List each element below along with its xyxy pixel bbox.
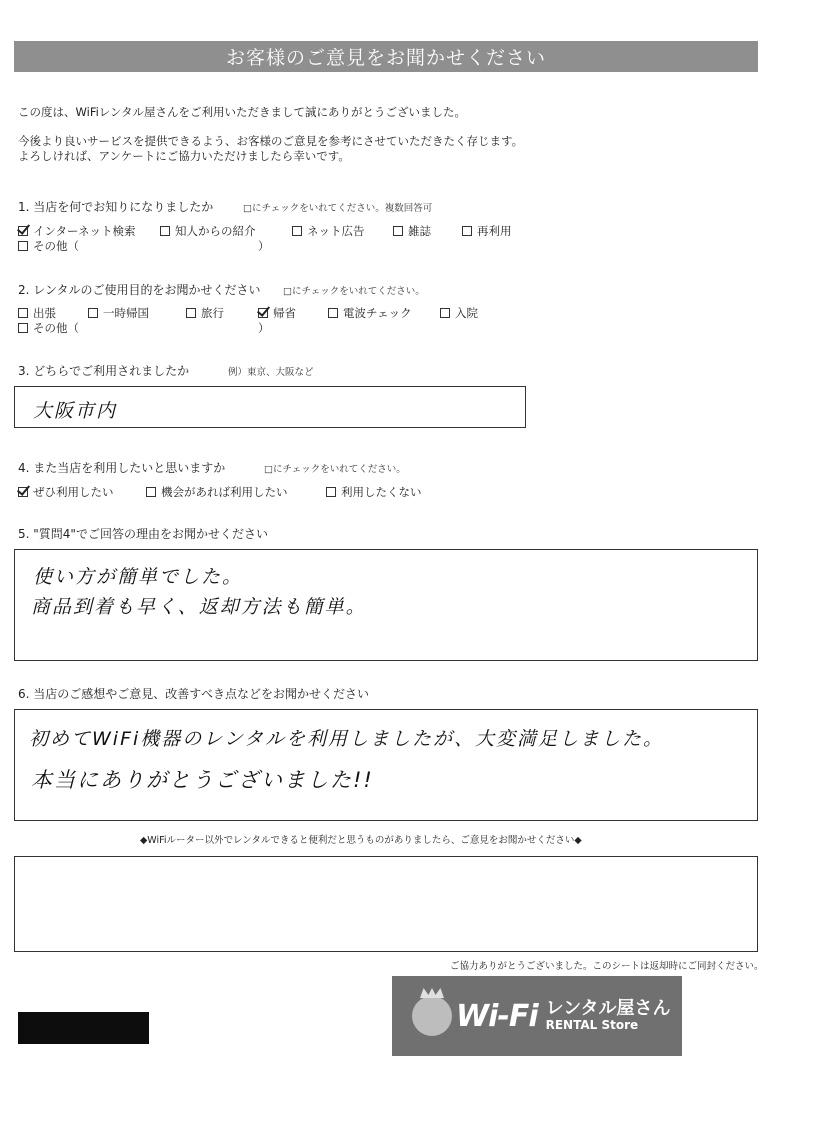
question-6-label: 6. 当店のご感想やご意見、改善すべき点などをお聞かせください [18,687,370,701]
question-7-answer-box[interactable] [14,856,758,952]
question-1-note: □にチェックをいれてください。複数回答可 [243,203,433,214]
redacted-block [18,1012,149,1044]
q2-option-hospital[interactable]: 入院 [440,305,478,321]
q4-option-if-opportunity[interactable]: 機会があれば利用したい [146,484,288,500]
question-5-answer-box[interactable] [14,549,758,661]
intro-line-1: この度は、WiFiレンタル屋さんをご利用いただきまして誠にありがとうございました。 [18,105,467,119]
checkbox-icon[interactable] [18,241,28,251]
checkbox-icon[interactable] [186,308,196,318]
checkbox-icon[interactable] [258,308,268,318]
question-3-note: 例）東京、大阪など [228,367,314,378]
checkbox-icon[interactable] [18,323,28,333]
mascot-icon [412,996,452,1036]
checkbox-icon[interactable] [18,226,28,236]
q2-option-other[interactable]: その他（ [18,320,79,336]
q1-option-magazine[interactable]: 雑誌 [393,223,431,239]
question-6-answer-box[interactable] [14,709,758,821]
question-4-note: □にチェックをいれてください。 [264,464,406,475]
question-5-label: 5. "質問4"でご回答の理由をお聞かせください [18,527,268,541]
logo-wifi-text: Wi-Fi [456,998,538,1034]
q2-option-temporary-return[interactable]: 一時帰国 [88,305,149,321]
q2-option-homecoming[interactable]: 帰省 [258,305,296,321]
checkbox-icon[interactable] [292,226,302,236]
question-6-answer-line-1: 初めてWiFi機器のレンタルを利用しましたが、大変満足しました。 [29,728,665,750]
intro-line-2: 今後より良いサービスを提供できるよう、お客様のご意見を参考にさせていただきたく存じます。 [18,134,524,148]
question-7-label: ◆WiFiルーター以外でレンタルできると便利だと思うものがありましたら、ご意見をお聞かせください◆ [140,835,582,846]
q1-other-close-paren: ） [258,239,270,253]
footer-thanks: ご協力ありがとうございました。このシートは返却時にご同封ください。 [450,961,764,972]
q4-option-definitely[interactable]: ぜひ利用したい [18,484,114,500]
question-4-label: 4. また当店を利用したいと思いますか [18,461,226,475]
q2-option-business-trip[interactable]: 出張 [18,305,56,321]
intro-line-3: よろしければ、アンケートにご協力いただけましたら幸いです。 [18,149,350,163]
checkbox-icon[interactable] [440,308,450,318]
logo-japanese-text: レンタル屋さん [545,998,671,1020]
page-title: お客様のご意見をお聞かせください [14,41,758,72]
question-3-label: 3. どちらでご利用されましたか [18,364,190,378]
question-3-answer: 大阪市内 [33,400,118,422]
question-5-answer-line-1: 使い方が簡単でした。 [33,566,244,588]
checkbox-icon[interactable] [18,487,28,497]
q2-option-travel[interactable]: 旅行 [186,305,224,321]
checkbox-icon[interactable] [146,487,156,497]
checkbox-icon[interactable] [462,226,472,236]
checkbox-icon[interactable] [160,226,170,236]
checkbox-icon[interactable] [18,308,28,318]
checkbox-icon[interactable] [393,226,403,236]
q4-option-no[interactable]: 利用したくない [326,484,422,500]
checkbox-icon[interactable] [88,308,98,318]
q1-option-internet-search[interactable]: インターネット検索 [18,223,135,239]
question-6-answer-line-2: 本当にありがとうございました!! [31,768,374,792]
question-2-note: □にチェックをいれてください。 [283,286,425,297]
brand-logo [392,976,682,1056]
q2-option-signal-check[interactable]: 電波チェック [328,305,412,321]
q2-other-close-paren: ） [258,321,270,335]
q1-option-reuse[interactable]: 再利用 [462,223,512,239]
q1-option-other[interactable]: その他（ [18,238,79,254]
checkbox-icon[interactable] [326,487,336,497]
question-1-label: 1. 当店を何でお知りになりましたか [18,200,214,214]
q1-option-referral[interactable]: 知人からの紹介 [160,223,256,239]
question-3-answer-box[interactable] [14,386,526,428]
question-5-answer-line-2: 商品到着も早く、返却方法も簡単。 [31,596,367,618]
question-2-label: 2. レンタルのご使用目的をお聞かせください [18,283,261,297]
q1-option-net-ad[interactable]: ネット広告 [292,223,365,239]
logo-english-text: RENTAL Store [545,1018,639,1033]
checkbox-icon[interactable] [328,308,338,318]
